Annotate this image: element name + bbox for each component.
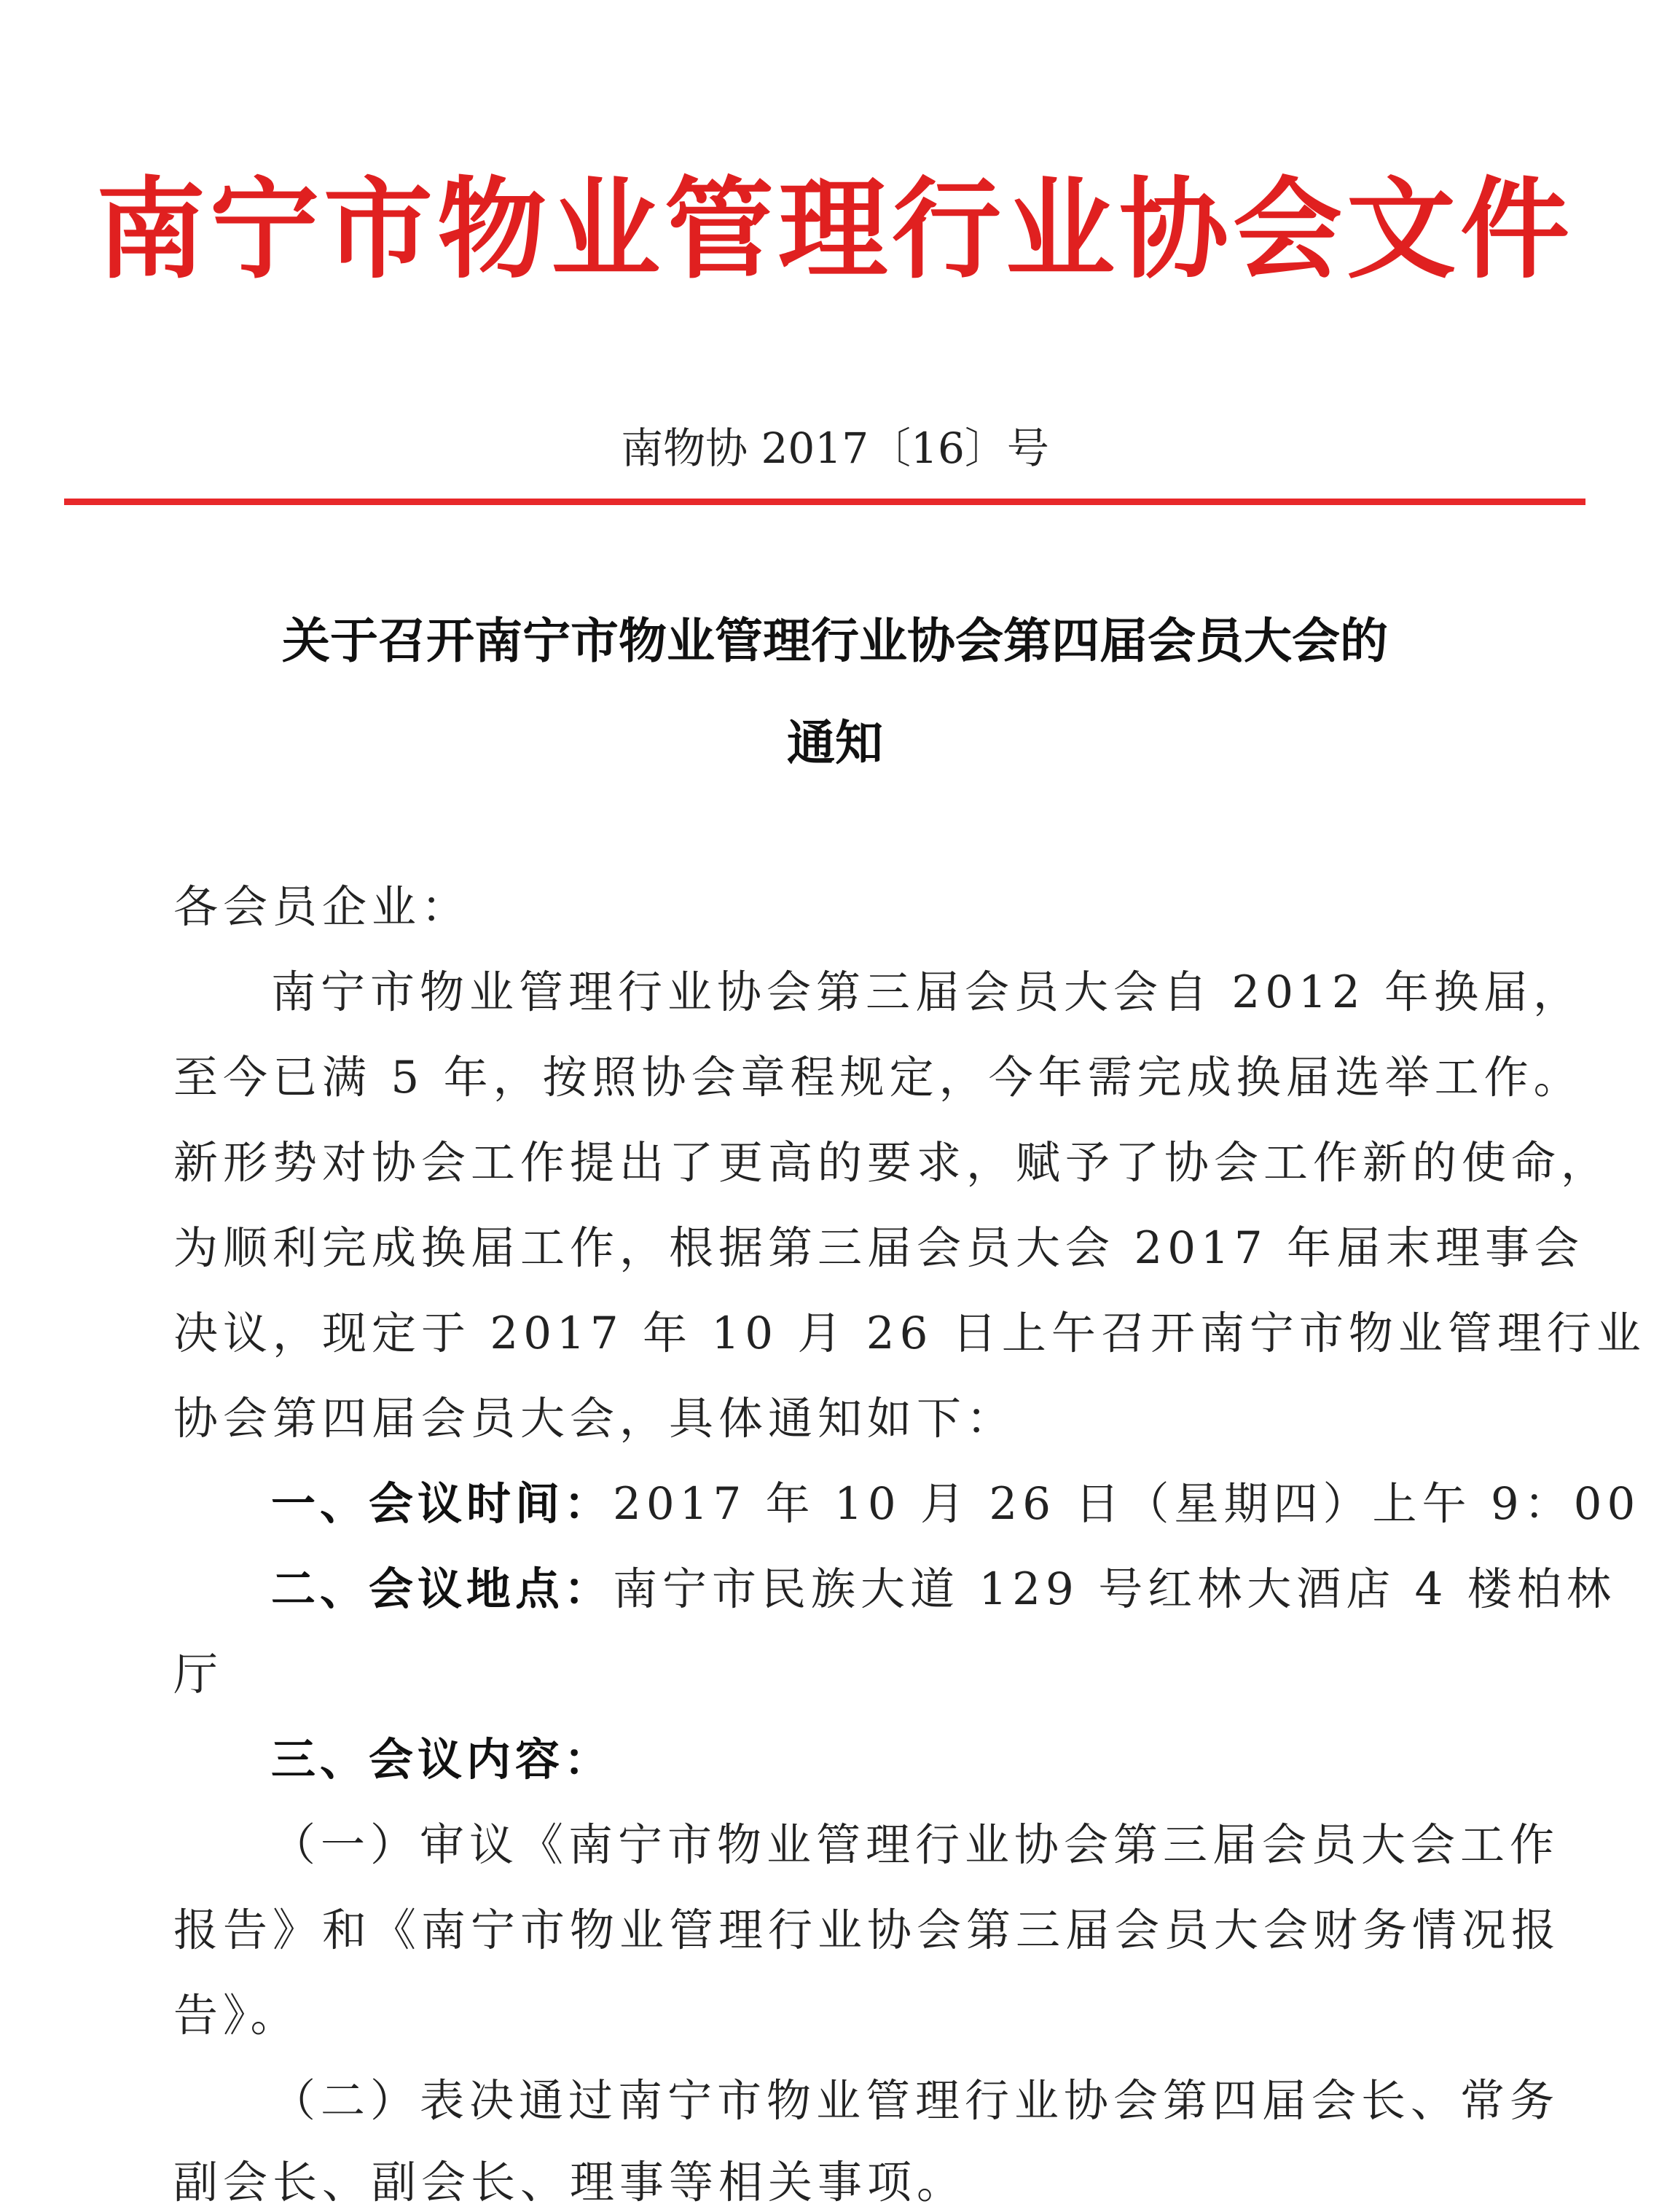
sub-item-1-line-1: （一）审议《南宁市物业管理行业协会第三届会员大会工作 (271, 1819, 1560, 1871)
notice-title-line-1: 关于召开南宁市物业管理行业协会第四届会员大会的 (282, 613, 1388, 669)
document-masthead: 南宁市物业管理行业协会文件 (95, 165, 1574, 294)
paragraph-1-line-5: 决议，现定于 2017 年 10 月 26 日上午召开南宁市物业管理行业 (173, 1308, 1646, 1359)
sub-item-2-line-2: 副会长、副会长、理事等相关事项。 (173, 2157, 967, 2208)
document-number: 南物协 2017〔16〕号 (621, 423, 1049, 473)
item-meeting-place (271, 1560, 1616, 1619)
item-meeting-time-value: 2017 年 10 月 26 日（星期四）上午 9：00 (613, 1478, 1641, 1530)
notice-title-line-2: 通知 (787, 715, 883, 771)
paragraph-1-line-6: 协会第四届会员大会，具体通知如下： (173, 1393, 1016, 1445)
paragraph-1-line-4: 为顺利完成换届工作，根据第三届会员大会 2017 年届末理事会 (173, 1222, 1585, 1274)
sub-item-1-line-3: 告》。 (173, 1990, 300, 2041)
item-meeting-place-continued: 厅 (173, 1649, 224, 1700)
sub-item-2-line-1: （二）表决通过南宁市物业管理行业协会第四届会长、常务 (271, 2075, 1560, 2127)
item-meeting-time (271, 1475, 1640, 1533)
item-meeting-place-label: 二、会议地点： (271, 1563, 613, 1615)
item-meeting-place-value: 南宁市民族大道 129 号红林大酒店 4 楼柏林 (613, 1563, 1616, 1615)
item-meeting-content (271, 1731, 613, 1789)
item-meeting-content-label: 三、会议内容： (271, 1734, 613, 1786)
salutation: 各会员企业： (173, 881, 471, 933)
item-meeting-time-label: 一、会议时间： (271, 1478, 613, 1530)
paragraph-1-line-2: 至今已满 5 年，按照协会章程规定，今年需完成换届选举工作。 (173, 1052, 1583, 1103)
paragraph-1-line-1: 南宁市物业管理行业协会第三届会员大会自 2012 年换届， (271, 966, 1583, 1018)
paragraph-1-line-3: 新形势对协会工作提出了更高的要求，赋予了协会工作新的使命， (173, 1137, 1611, 1189)
sub-item-1-line-2: 报告》和《南宁市物业管理行业协会第三届会员大会财务情况报 (173, 1904, 1561, 1956)
red-divider-line (64, 499, 1585, 505)
